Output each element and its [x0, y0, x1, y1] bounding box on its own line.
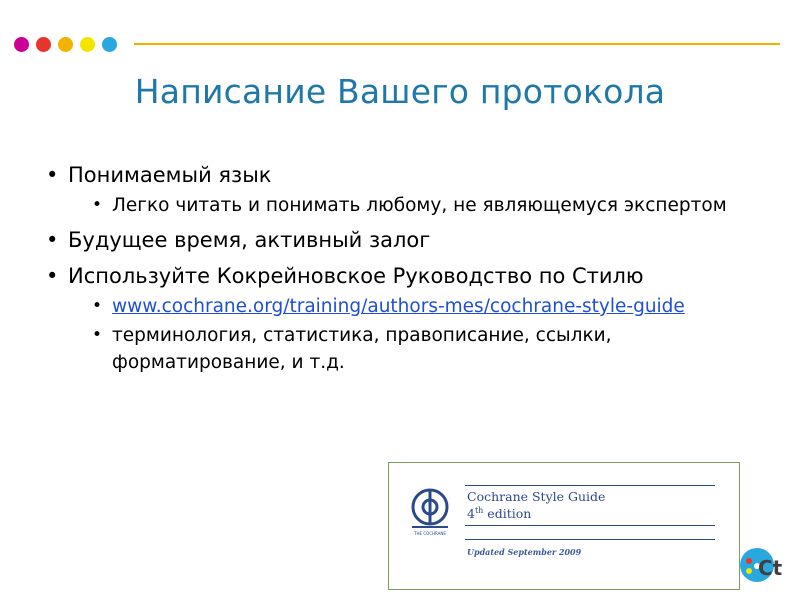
bullet-icon: • — [46, 264, 59, 288]
list-item — [68, 192, 766, 219]
bullet-text: Понимаемый язык — [68, 163, 272, 187]
cover-edition — [467, 506, 531, 521]
bullet-icon: • — [92, 296, 103, 316]
style-guide-cover-image — [388, 462, 740, 590]
corner-dot-red — [746, 558, 752, 564]
bullet-icon: • — [92, 325, 103, 345]
bullet-icon: • — [46, 163, 59, 187]
cover-title: Cochrane Style Guide — [467, 489, 606, 504]
sub-bullet-list — [68, 192, 766, 219]
slide-title: Написание Вашего протокола — [134, 72, 666, 111]
cover-rule-top — [465, 485, 715, 486]
cochrane-logo-icon — [403, 485, 457, 539]
cover-rule-mid — [465, 525, 715, 526]
decor-dot-magenta — [14, 37, 29, 52]
bullet-icon: • — [92, 195, 103, 215]
slide-body — [36, 160, 766, 382]
sub-bullet-list — [68, 293, 766, 376]
slide-decoration — [14, 34, 780, 54]
cover-updated-text: Updated September 2009 — [467, 547, 582, 557]
list-item — [36, 225, 766, 255]
decor-dot-red — [36, 37, 51, 52]
corner-logo-label: Ct — [758, 556, 783, 580]
list-item — [68, 293, 766, 320]
list-item — [36, 160, 766, 219]
decor-dot-orange — [58, 37, 73, 52]
cover-edition-word: edition — [483, 506, 532, 522]
cover-edition-number: 4 — [467, 506, 475, 522]
svg-text:THE COCHRANE: THE COCHRANE — [414, 531, 446, 536]
list-item — [68, 322, 766, 376]
bullet-text: Будущее время, активный залог — [68, 228, 431, 252]
corner-logo — [740, 548, 786, 590]
cochrane-style-guide-link[interactable]: www.cochrane.org/training/authors-mes/cochrane-style-guide — [112, 296, 685, 317]
cover-edition-suffix: th — [474, 506, 484, 515]
decor-dot-yellow — [80, 37, 95, 52]
bullet-text: Используйте Кокрейновское Руководство по Стилю — [68, 264, 644, 288]
corner-dot-yellow — [746, 568, 752, 574]
bullet-text: Легко читать и понимать любому, не являющемуся экспертом — [112, 195, 727, 216]
bullet-list — [36, 160, 766, 376]
decor-dot-blue — [102, 37, 117, 52]
cover-rule-bottom — [465, 539, 715, 540]
bullet-icon: • — [46, 228, 59, 252]
bullet-text: терминология, статистика, правописание, ссылки, форматирование, и т.д. — [112, 325, 612, 373]
list-item — [36, 261, 766, 376]
cover-inner — [389, 463, 739, 589]
decor-rule — [134, 43, 780, 45]
